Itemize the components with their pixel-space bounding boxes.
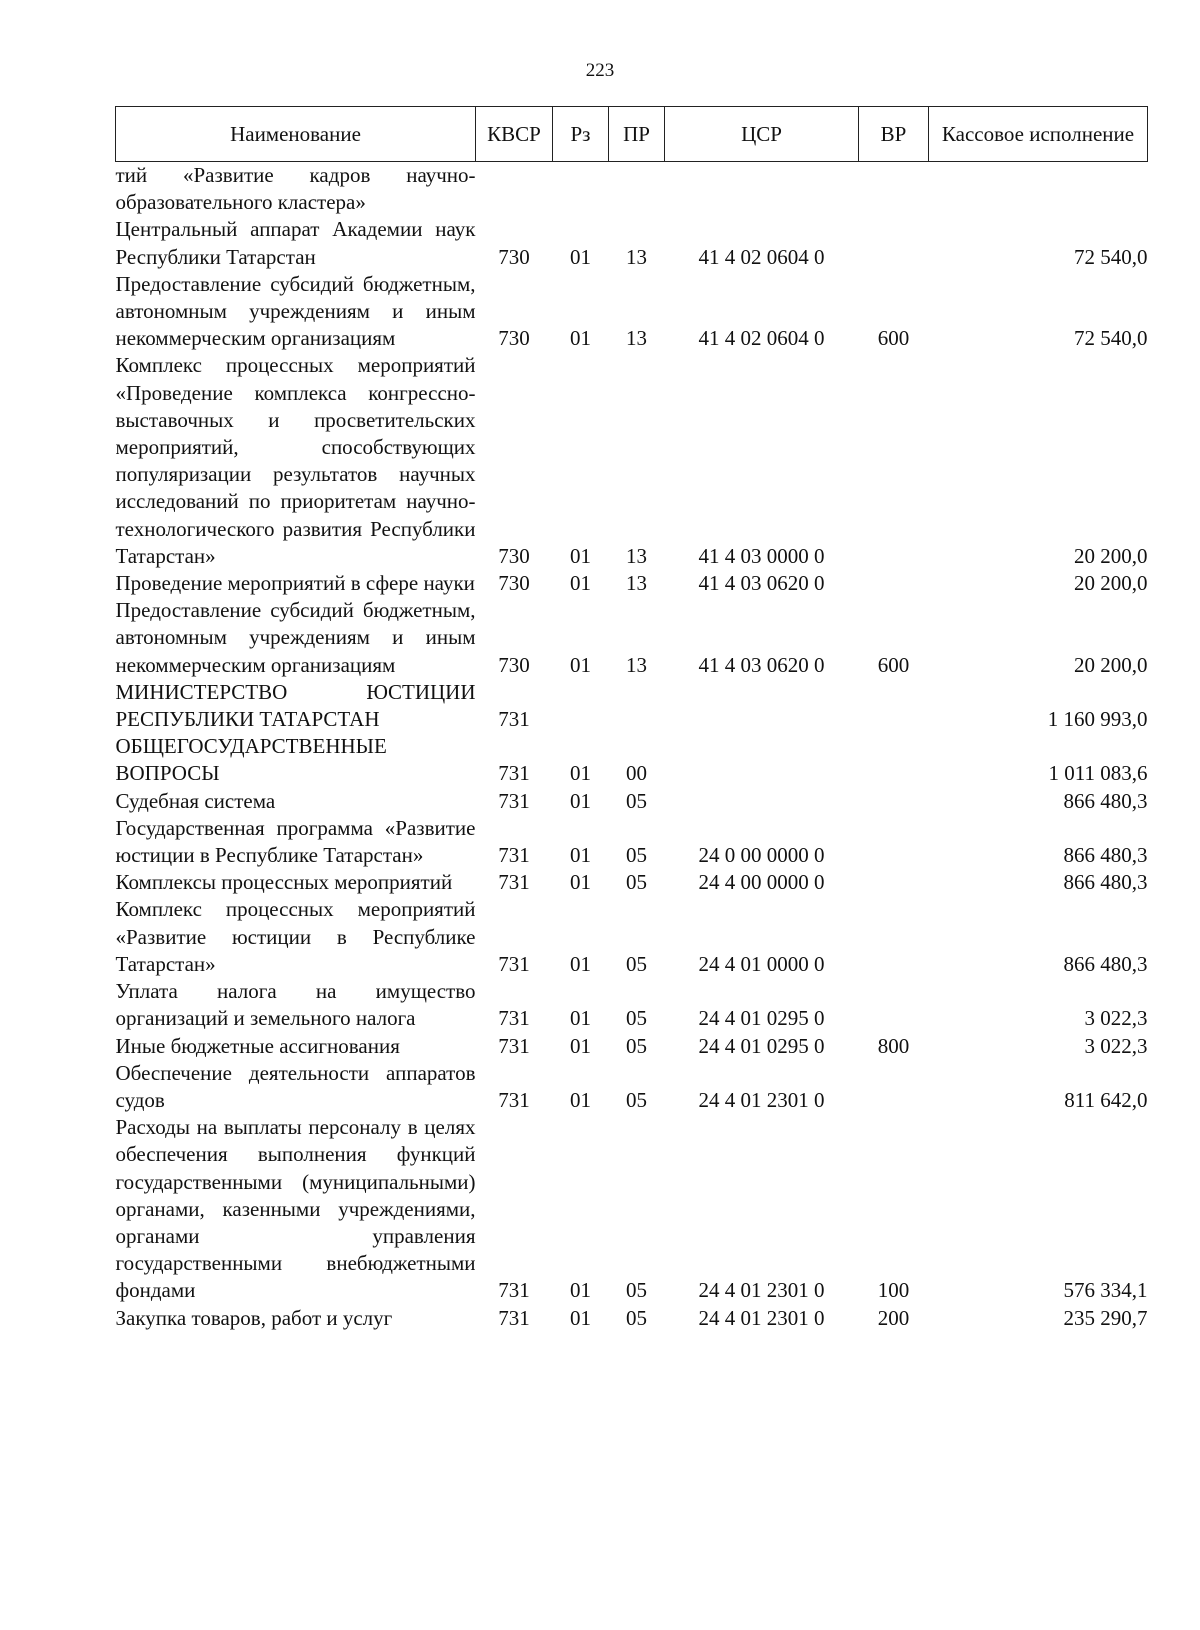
table-row — [116, 271, 1148, 353]
table-row — [116, 352, 1148, 570]
cell-vr — [859, 733, 929, 787]
column-header-kvsr: КВСР — [476, 107, 553, 162]
cell-csr — [665, 788, 859, 815]
cell-kvsr — [476, 162, 553, 217]
cell-kvsr: 730 — [498, 543, 530, 568]
cell-rz: 01 — [570, 1033, 591, 1058]
cell-rz: 01 — [570, 951, 591, 976]
cell-kvsr: 731 — [498, 707, 530, 732]
column-header-name: Наименование — [116, 107, 476, 162]
cell-pr: 05 — [626, 1033, 647, 1058]
cell-vr: 600 — [877, 326, 910, 351]
table-row — [116, 788, 1148, 815]
cell-kvsr: 730 — [498, 571, 530, 596]
cell-amount: 3 022,3 — [1084, 1033, 1148, 1058]
cell-rz: 01 — [570, 1087, 591, 1112]
table-row — [116, 216, 1148, 270]
cell-pr: 05 — [626, 951, 647, 976]
cell-vr: 600 — [877, 652, 910, 677]
cell-rz — [553, 679, 609, 733]
cell-amount: 72 540,0 — [1074, 244, 1148, 269]
cell-vr — [859, 869, 929, 896]
cell-kvsr: 731 — [498, 1305, 530, 1330]
budget-table — [115, 106, 1148, 1332]
cell-name: Иные бюджетные ассигнования — [115, 1033, 400, 1058]
cell-name: Проведение мероприятий в сфере науки — [115, 571, 475, 596]
cell-amount: 72 540,0 — [1074, 326, 1148, 351]
cell-vr — [859, 896, 929, 978]
cell-name: тий «Развитие кадров научно-образовательного кластера» — [115, 163, 476, 215]
table-header — [116, 107, 1148, 162]
cell-csr: 24 4 01 2301 0 — [698, 1087, 825, 1112]
cell-name: Комплекс процессных мероприятий «Проведение комплекса конгрессно-выставочных и просветительских мероприятий, способствующих популяризации результатов научных исследований по приоритетам научно-технологического развития Республики Татарстан» — [115, 353, 476, 568]
cell-pr: 05 — [626, 788, 647, 813]
cell-pr: 13 — [626, 652, 647, 677]
cell-name: Судебная система — [115, 788, 276, 813]
table-row — [116, 896, 1148, 978]
table-row — [116, 1305, 1148, 1332]
cell-csr: 41 4 02 0604 0 — [698, 326, 825, 351]
cell-name: МИНИСТЕРСТВО ЮСТИЦИИ РЕСПУБЛИКИ ТАТАРСТАН — [115, 679, 476, 732]
cell-csr: 24 4 01 2301 0 — [698, 1278, 825, 1303]
cell-vr — [859, 570, 929, 597]
cell-rz: 01 — [570, 788, 591, 813]
table-row — [116, 815, 1148, 869]
cell-vr — [859, 162, 929, 217]
cell-csr: 24 4 01 2301 0 — [698, 1305, 825, 1330]
table-row — [116, 679, 1148, 733]
cell-name: Комплекс процессных мероприятий «Развитие юстиции в Республике Татарстан» — [115, 897, 476, 976]
cell-vr — [859, 679, 929, 733]
table-row — [116, 597, 1148, 679]
cell-rz: 01 — [570, 1305, 591, 1330]
cell-kvsr: 731 — [498, 1278, 530, 1303]
cell-kvsr: 731 — [498, 1033, 530, 1058]
cell-name: ОБЩЕГОСУДАРСТВЕННЫЕ ВОПРОСЫ — [115, 734, 387, 786]
cell-pr: 05 — [626, 1087, 647, 1112]
column-header-csr: ЦСР — [665, 107, 859, 162]
cell-amount: 866 480,3 — [1063, 788, 1148, 813]
column-header-pr: ПР — [609, 107, 665, 162]
cell-csr: 41 4 03 0620 0 — [698, 652, 825, 677]
cell-kvsr: 730 — [498, 652, 530, 677]
cell-vr: 200 — [877, 1305, 910, 1330]
cell-kvsr: 731 — [498, 870, 530, 895]
cell-csr: 24 4 00 0000 0 — [698, 870, 825, 895]
cell-amount: 3 022,3 — [1084, 1006, 1148, 1031]
cell-kvsr: 731 — [498, 761, 530, 786]
cell-amount: 576 334,1 — [1063, 1278, 1148, 1303]
cell-csr — [665, 733, 859, 787]
table-row — [116, 1033, 1148, 1060]
cell-rz: 01 — [570, 571, 591, 596]
cell-name: Государственная программа «Развитие юстиции в Республике Татарстан» — [115, 815, 476, 868]
cell-amount: 866 480,3 — [1063, 870, 1148, 895]
cell-kvsr: 731 — [498, 843, 530, 868]
cell-rz: 01 — [570, 843, 591, 868]
cell-csr: 24 4 01 0000 0 — [698, 951, 825, 976]
cell-name: Уплата налога на имущество организаций и земельного налога — [115, 979, 476, 1031]
cell-pr: 05 — [626, 1305, 647, 1330]
page-number: 223 — [585, 60, 615, 81]
cell-csr: 24 4 01 0295 0 — [698, 1006, 825, 1031]
cell-vr — [859, 978, 929, 1032]
cell-kvsr: 731 — [498, 1006, 530, 1031]
cell-rz — [553, 162, 609, 217]
cell-amount: 20 200,0 — [1074, 571, 1148, 596]
table-row — [116, 733, 1148, 787]
cell-pr — [609, 679, 665, 733]
table-row — [116, 978, 1148, 1032]
column-header-rz: Рз — [553, 107, 609, 162]
cell-amount: 20 200,0 — [1074, 652, 1148, 677]
cell-amount: 235 290,7 — [1063, 1305, 1148, 1330]
cell-pr: 13 — [626, 244, 647, 269]
cell-csr: 41 4 03 0000 0 — [698, 543, 825, 568]
cell-csr: 41 4 03 0620 0 — [698, 571, 825, 596]
cell-vr — [859, 1060, 929, 1114]
cell-name: Закупка товаров, работ и услуг — [115, 1305, 393, 1330]
table-row — [116, 1060, 1148, 1114]
cell-name: Центральный аппарат Академии наук Республики Татарстан — [115, 217, 476, 269]
table-body — [116, 162, 1148, 1332]
table-row — [116, 162, 1148, 217]
cell-csr: 41 4 02 0604 0 — [698, 244, 825, 269]
cell-pr: 05 — [626, 1006, 647, 1031]
cell-csr — [665, 162, 859, 217]
table-row — [116, 570, 1148, 597]
cell-rz: 01 — [570, 870, 591, 895]
cell-kvsr: 731 — [498, 788, 530, 813]
cell-rz: 01 — [570, 761, 591, 786]
cell-kvsr: 731 — [498, 951, 530, 976]
cell-amount: 866 480,3 — [1063, 951, 1148, 976]
column-header-amount: Кассовое исполнение — [929, 107, 1148, 162]
cell-amount — [929, 162, 1148, 217]
cell-pr: 05 — [626, 1278, 647, 1303]
cell-vr: 800 — [877, 1033, 910, 1058]
cell-pr: 13 — [626, 571, 647, 596]
cell-amount: 20 200,0 — [1074, 543, 1148, 568]
cell-pr — [609, 162, 665, 217]
cell-name: Обеспечение деятельности аппаратов судов — [115, 1060, 476, 1112]
cell-kvsr: 731 — [498, 1087, 530, 1112]
cell-rz: 01 — [570, 652, 591, 677]
cell-vr: 100 — [877, 1278, 910, 1303]
cell-pr: 05 — [626, 843, 647, 868]
table-row — [116, 1114, 1148, 1304]
cell-name: Предоставление субсидий бюджетным, автономным учреждениям и иным некоммерческим организациям — [115, 598, 476, 677]
cell-vr — [859, 815, 929, 869]
cell-rz: 01 — [570, 1006, 591, 1031]
cell-amount: 811 642,0 — [1064, 1087, 1148, 1112]
cell-name: Предоставление субсидий бюджетным, автономным учреждениям и иным некоммерческим организациям — [115, 271, 476, 351]
cell-rz: 01 — [570, 326, 591, 351]
cell-csr: 24 4 01 0295 0 — [698, 1033, 825, 1058]
cell-pr: 05 — [626, 870, 647, 895]
cell-vr — [859, 788, 929, 815]
cell-rz: 01 — [570, 1278, 591, 1303]
cell-name: Комплексы процессных мероприятий — [115, 870, 453, 895]
cell-kvsr: 730 — [498, 244, 530, 269]
cell-pr: 00 — [626, 761, 647, 786]
cell-rz: 01 — [570, 543, 591, 568]
cell-csr — [665, 679, 859, 733]
cell-kvsr: 730 — [498, 326, 530, 351]
cell-vr — [859, 352, 929, 570]
cell-amount: 1 011 083,6 — [1048, 761, 1148, 786]
cell-pr: 13 — [626, 543, 647, 568]
cell-rz: 01 — [570, 244, 591, 269]
cell-pr: 13 — [626, 326, 647, 351]
cell-vr — [859, 216, 929, 270]
cell-amount: 1 160 993,0 — [1047, 707, 1148, 732]
column-header-vr: ВР — [859, 107, 929, 162]
cell-name: Расходы на выплаты персоналу в целях обеспечения выполнения функций государственными (муниципальными) органами, казенными учреждениями, органами управления государственными внебюджетными фондами — [115, 1115, 476, 1303]
cell-amount: 866 480,3 — [1063, 843, 1148, 868]
table-row — [116, 869, 1148, 896]
cell-csr: 24 0 00 0000 0 — [698, 843, 825, 868]
